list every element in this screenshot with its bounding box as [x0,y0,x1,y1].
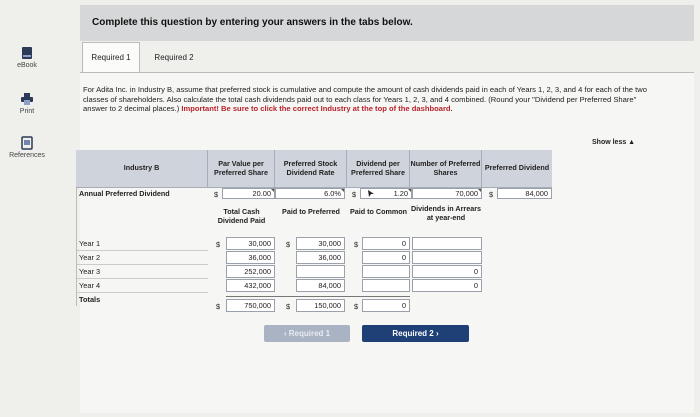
header-preferred-dividend [482,150,552,188]
sidebar-item-ebook[interactable] [4,46,50,69]
header-par-value-text: Par Value per Preferred Share [214,159,268,177]
row-label-year-1: Year 1 [79,238,101,248]
next-required-2-button[interactable]: Required 2 › [362,325,469,342]
flag-marker [478,189,481,192]
currency-symbol: $ [286,240,291,249]
book-icon [20,46,34,60]
stock-rate-input[interactable]: 6.0% [275,188,345,199]
prev-required-1-button[interactable]: ‹ Required 1 [264,325,350,342]
total-cash-year-1[interactable]: 30,000 [226,237,275,250]
tab-required-1[interactable]: Required 1 [82,42,140,72]
paid-preferred-totals[interactable]: 150,000 [296,299,345,312]
arrears-year-3[interactable]: 0 [412,265,482,278]
printer-icon [20,92,34,106]
subheader-total-cash: Total Cash Dividend Paid [217,207,266,225]
sidebar-item-label: References [9,152,45,159]
currency-symbol: $ [216,240,221,249]
paid-common-year-1[interactable]: 0 [362,237,410,250]
important-note: Important! Be sure to click the correct Industry at the top of the dashboard. [181,104,453,113]
sidebar-item-print[interactable] [4,92,50,115]
paid-preferred-year-4[interactable]: 84,000 [296,279,345,292]
total-cash-year-2[interactable]: 36,000 [226,251,275,264]
sidebar-item-label: Print [19,108,35,115]
instruction-banner [80,5,694,41]
row-divider [76,250,208,251]
industry-header [76,150,208,188]
paid-common-year-2[interactable]: 0 [362,251,410,264]
preferred-currency: $ [489,190,494,199]
paid-common-totals[interactable]: 0 [362,299,410,312]
subheader-paid-preferred: Paid to Preferred [282,207,340,216]
currency-symbol: $ [354,240,359,249]
paid-preferred-year-1[interactable]: 30,000 [296,237,345,250]
row-divider [76,264,208,265]
header-par-value [208,150,275,188]
header-num-shares-text: Number of Preferred Shares [410,159,481,177]
header-num-shares [410,150,482,188]
annual-row-label: Annual Preferred Dividend [79,189,170,198]
flag-marker [271,189,274,192]
banner-text: Complete this question by entering your answers in the tabs below. [92,17,413,28]
dividend-currency: $ [352,190,357,199]
row-label-year-2: Year 2 [79,252,101,262]
currency-symbol: $ [216,302,221,311]
header-stock-rate-text: Preferred Stock Dividend Rate [283,159,338,177]
sidebar-item-references[interactable] [4,136,50,159]
show-less-toggle[interactable]: Show less ▲ [592,139,636,146]
row-label-totals: Totals [79,294,101,304]
dividend-per-share-input[interactable]: 1.20 [360,188,412,199]
subheader-arrears: Dividends in Arrears at year-end [410,204,482,222]
header-stock-rate [275,150,347,188]
total-cash-totals[interactable]: 750,000 [226,299,275,312]
flag-marker [341,189,344,192]
par-currency: $ [214,190,219,199]
subheader-paid-common: Paid to Common [349,207,408,216]
row-divider [76,292,208,293]
totals-divider [226,296,410,297]
header-preferred-dividend-text: Preferred Dividend [484,163,550,173]
tab-required-2[interactable]: Required 2 [154,52,194,62]
currency-symbol: $ [354,302,359,311]
paid-common-year-4[interactable] [362,279,410,292]
par-value-input[interactable]: 20.00 [222,188,275,199]
cursor-arrow-icon [368,190,374,197]
instructions [83,85,653,114]
document-icon [20,136,34,150]
total-cash-year-4[interactable]: 432,000 [226,279,275,292]
total-cash-year-3[interactable]: 252,000 [226,265,275,278]
header-dividend-per-share [347,150,410,188]
currency-symbol: $ [286,302,291,311]
table-left-border [76,188,77,306]
arrears-year-4[interactable]: 0 [412,279,482,292]
paid-preferred-year-2[interactable]: 36,000 [296,251,345,264]
flag-marker [408,189,411,192]
industry-label: Industry B [123,163,160,173]
num-shares-input[interactable]: 70,000 [412,188,482,199]
sidebar-item-label: eBook [17,62,37,69]
arrears-year-1[interactable] [412,237,482,250]
row-label-year-4: Year 4 [79,280,101,290]
instructions-body: For Adita Inc. in Industry B, assume that preferred stock is cumulative and compute the amount of cash dividends paid in each of Years 1, 2, 3, and 4 for each of the two classes of shareholders. Also calculate the total cash dividends paid out to each class for Years 1, 2, 3, and 4 combined. (Round your "Dividend per Preferred Share" answer to 2 decimal places.) [83,85,647,113]
arrears-year-2[interactable] [412,251,482,264]
row-divider [76,278,208,279]
row-label-year-3: Year 3 [79,266,101,276]
paid-common-year-3[interactable] [362,265,410,278]
paid-preferred-year-3[interactable] [296,265,345,278]
header-dividend-per-share-text: Dividend per Preferred Share [351,159,405,177]
preferred-dividend-input[interactable]: 84,000 [497,188,552,199]
